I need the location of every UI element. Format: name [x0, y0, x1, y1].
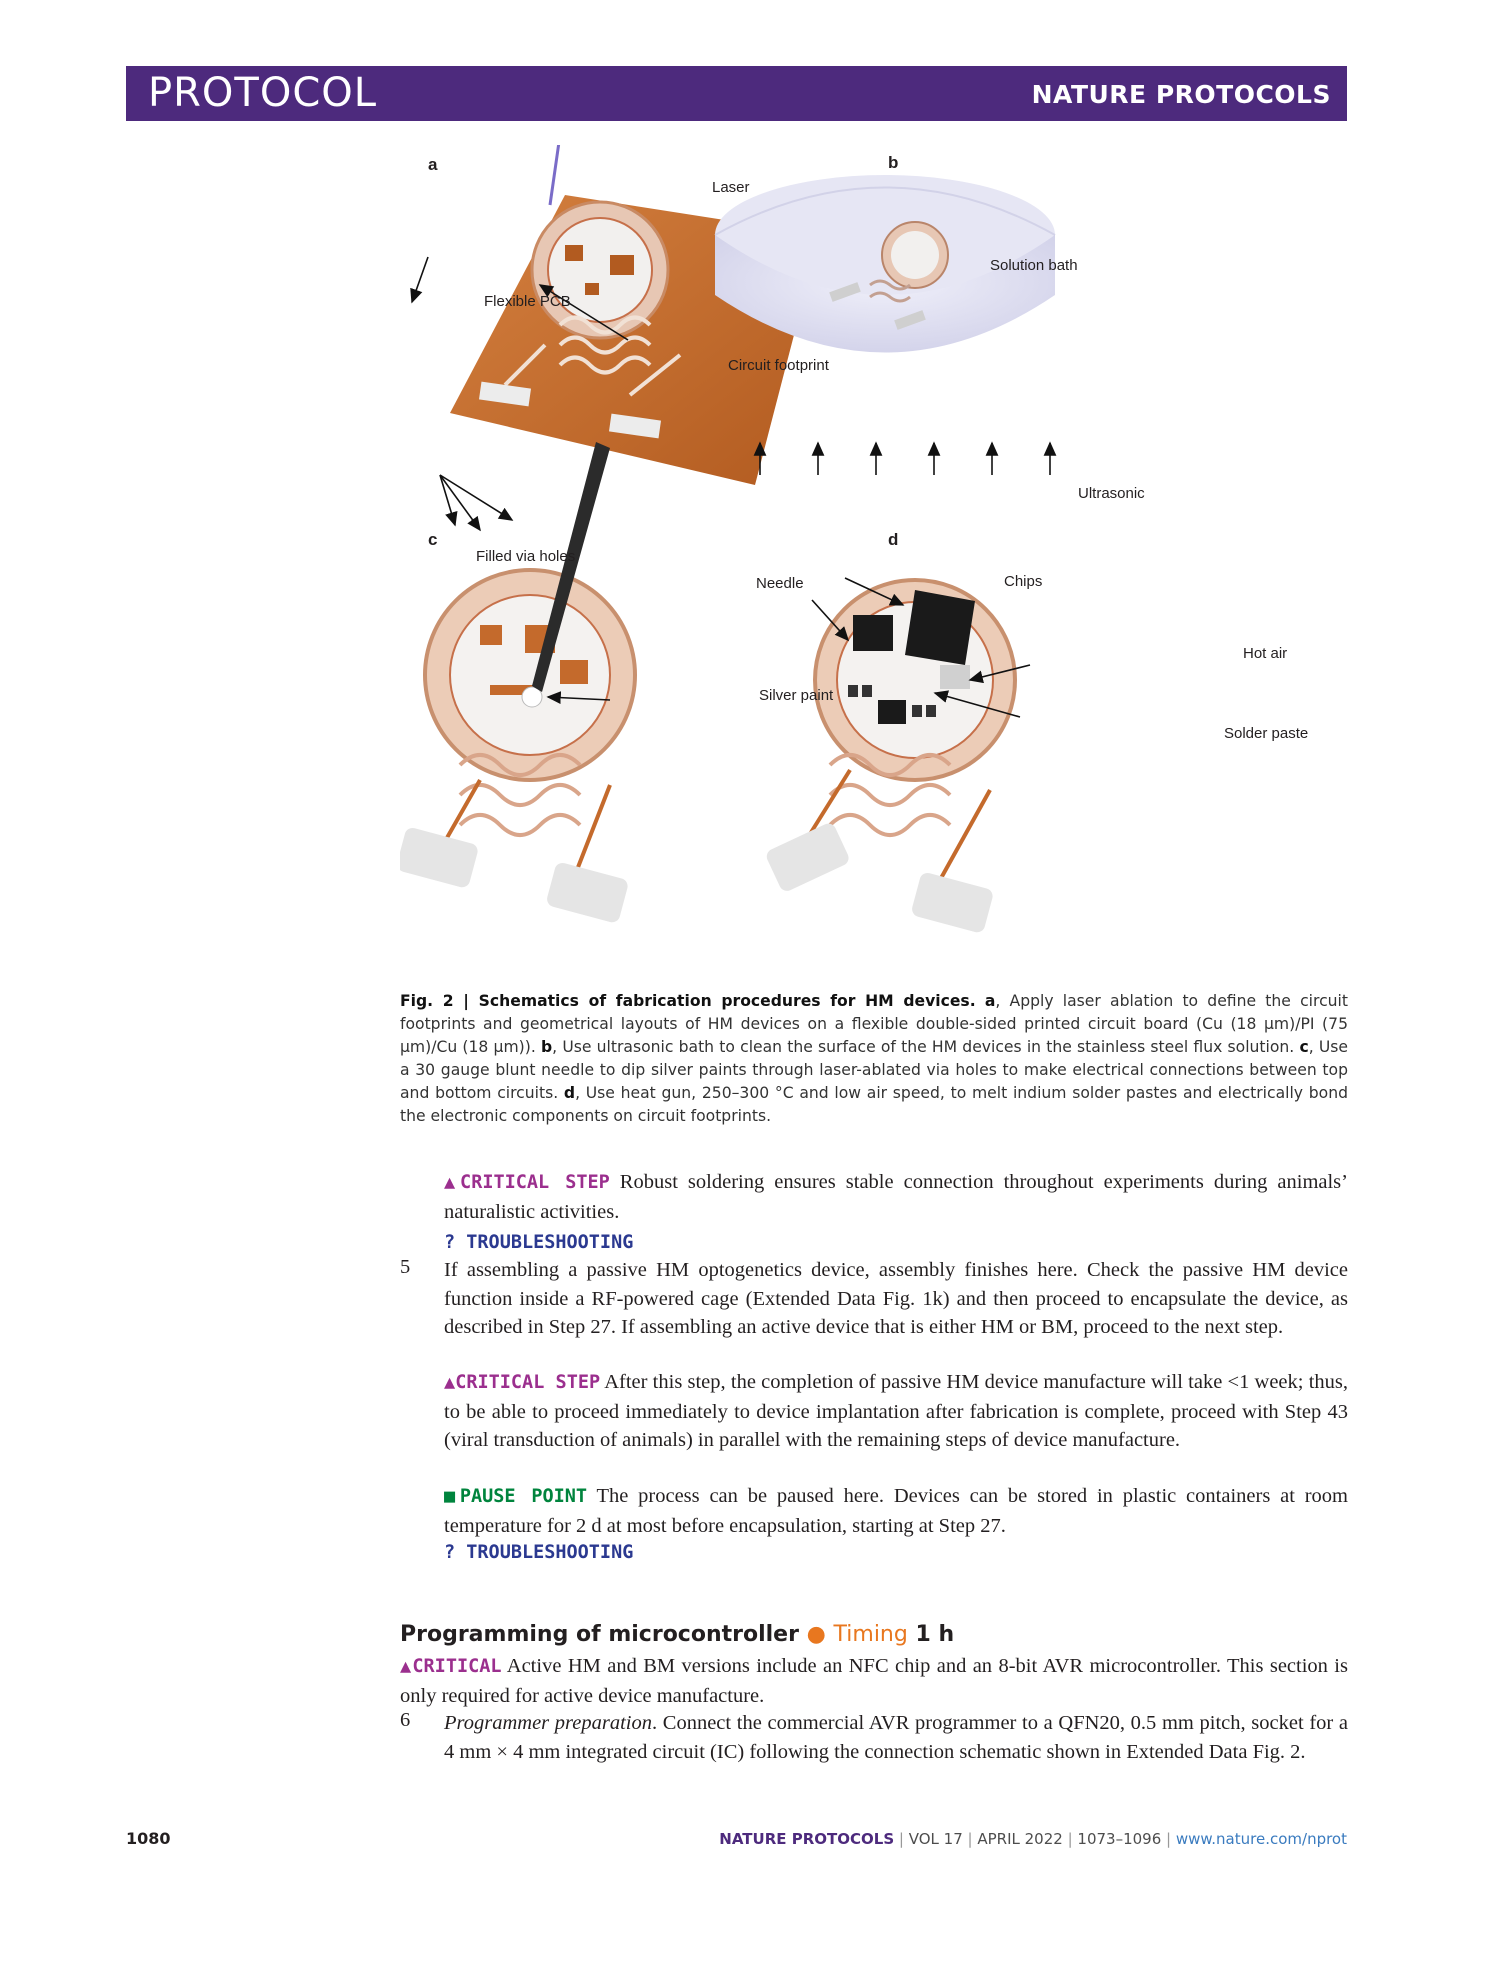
- label-hot-air: Hot air: [1243, 645, 1288, 662]
- pause-point-text: The process can be paused here. Devices can be stored in plastic containers at room temperature for 2 d at most before encapsulation, starting at Step 27.: [444, 1485, 1348, 1537]
- caption-text-c: , Use a 30 gauge blunt needle to dip silver paints through laser-ablated via holes to make electrical connections between top and bottom circuits.: [400, 1038, 1348, 1102]
- critical-step-label: ▲CRITICAL STEP: [444, 1372, 601, 1393]
- step-6-text: [444, 1709, 1348, 1766]
- panel-letter-b: b: [888, 153, 899, 172]
- caption-text-d: , Use heat gun, 250–300 °C and low air speed, to melt indium solder pastes and electrically bond the electronic components on circuit footprints.: [400, 1084, 1348, 1125]
- timing-value: 1 h: [915, 1622, 955, 1647]
- critical-label: ▲CRITICAL: [400, 1656, 502, 1677]
- label-ultrasonic: Ultrasonic: [1078, 485, 1145, 502]
- header-section-label: PROTOCOL: [148, 70, 378, 116]
- step-number-5: 5: [400, 1256, 411, 1278]
- header-journal-name: NATURE PROTOCOLS: [1031, 80, 1331, 109]
- section-heading: [400, 1622, 954, 1647]
- critical-step-text: After this step, the completion of passive HM device manufacture will take <1 week; thus, to be able to proceed immediately to device implantation after fabrication is complete, proceed with Step 43 (viral transduction of animals) in parallel with the remaining steps of device manufacture.: [444, 1371, 1348, 1451]
- footer-url-link[interactable]: www.nature.com/nprot: [1175, 1830, 1347, 1848]
- caption-text-a: , Apply laser ablation to define the circuit footprints and geometrical layouts of HM devices on a flexible double-sided printed circuit board (Cu (18 µm)/PI (75 µm)/Cu (18 µm)).: [400, 992, 1348, 1056]
- footer-pages: 1073–1096: [1077, 1830, 1162, 1848]
- footer-separator: |: [1062, 1830, 1078, 1848]
- step-number-6: 6: [400, 1709, 411, 1731]
- footer-separator: |: [1161, 1830, 1176, 1848]
- caption-text-b: , Use ultrasonic bath to clean the surface of the HM devices in the stainless steel flux solution.: [552, 1038, 1295, 1056]
- timing-dot-icon: ●: [806, 1622, 826, 1647]
- pause-point: [444, 1482, 1348, 1540]
- section-title: Programming of microcontroller: [400, 1622, 799, 1647]
- critical-step-2: [444, 1368, 1348, 1455]
- step-5-text: If assembling a passive HM optogenetics device, assembly finishes here. Check the passive HM device function inside a RF-powered cage (Extended Data Fig. 1k) and then proceed to encapsulate the device, as described in Step 27. If assembling an active device that is either HM or BM, proceed to the next step.: [444, 1259, 1348, 1338]
- page-number: 1080: [126, 1829, 171, 1848]
- figure-2: [400, 145, 1350, 975]
- panel-d-device: [764, 580, 1015, 934]
- footer-separator: |: [894, 1830, 909, 1848]
- critical-section-note: [400, 1652, 1348, 1710]
- pause-point-label: ■PAUSE POINT: [444, 1486, 588, 1507]
- panel-letter-d: d: [888, 530, 899, 549]
- troubleshooting-link-2[interactable]: ? TROUBLESHOOTING: [444, 1542, 634, 1563]
- label-laser: Laser: [712, 179, 750, 196]
- footer-date: APRIL 2022: [977, 1830, 1063, 1848]
- footer-citation: [719, 1830, 1347, 1848]
- caption-letter-b: b: [541, 1038, 553, 1056]
- panel-c-device: [400, 442, 635, 924]
- page-header: [126, 66, 1347, 121]
- footer-separator: |: [962, 1830, 978, 1848]
- critical-step-1: [444, 1168, 1348, 1226]
- label-circuit-footprint: Circuit footprint: [728, 357, 829, 374]
- caption-letter-c: c: [1299, 1038, 1309, 1056]
- critical-step-label: ▲CRITICAL STEP: [444, 1172, 610, 1193]
- timing-label: Timing: [833, 1622, 908, 1647]
- label-needle: Needle: [756, 575, 804, 592]
- label-chips: Chips: [1004, 573, 1043, 590]
- label-filled-via-holes: Filled via holes: [476, 548, 576, 565]
- ultrasonic-arrows: [760, 443, 1050, 475]
- arrow-flexible-pcb: [412, 257, 428, 302]
- footer-journal: NATURE PROTOCOLS: [719, 1830, 895, 1848]
- caption-title: Fig. 2 | Schematics of fabrication procedures for HM devices.: [400, 992, 976, 1010]
- caption-letter-d: d: [563, 1084, 576, 1102]
- label-solution-bath: Solution bath: [990, 257, 1078, 274]
- critical-step-text: Robust soldering ensures stable connection throughout experiments during animals’ naturalistic activities.: [444, 1171, 1348, 1223]
- label-silver-paint: Silver paint: [759, 687, 834, 704]
- footer-volume: VOL 17: [908, 1830, 963, 1848]
- critical-text: Active HM and BM versions include an NFC chip and an 8-bit AVR microcontroller. This section is only required for active device manufacture.: [400, 1655, 1348, 1707]
- label-flexible-pcb: Flexible PCB: [484, 293, 571, 310]
- step-6-body: . Connect the commercial AVR programmer to a QFN20, 0.5 mm pitch, socket for a 4 mm × 4 mm integrated circuit (IC) following the connection schematic shown in Extended Data Fig. 2.: [444, 1712, 1348, 1763]
- panel-letter-a: a: [428, 155, 438, 174]
- label-solder-paste: Solder paste: [1224, 725, 1309, 742]
- caption-letter-a: a: [984, 992, 996, 1010]
- figure-caption: [400, 990, 1348, 1128]
- step-6-title: Programmer preparation: [444, 1712, 652, 1734]
- panel-letter-c: c: [428, 530, 438, 549]
- troubleshooting-link-1[interactable]: ? TROUBLESHOOTING: [444, 1232, 634, 1253]
